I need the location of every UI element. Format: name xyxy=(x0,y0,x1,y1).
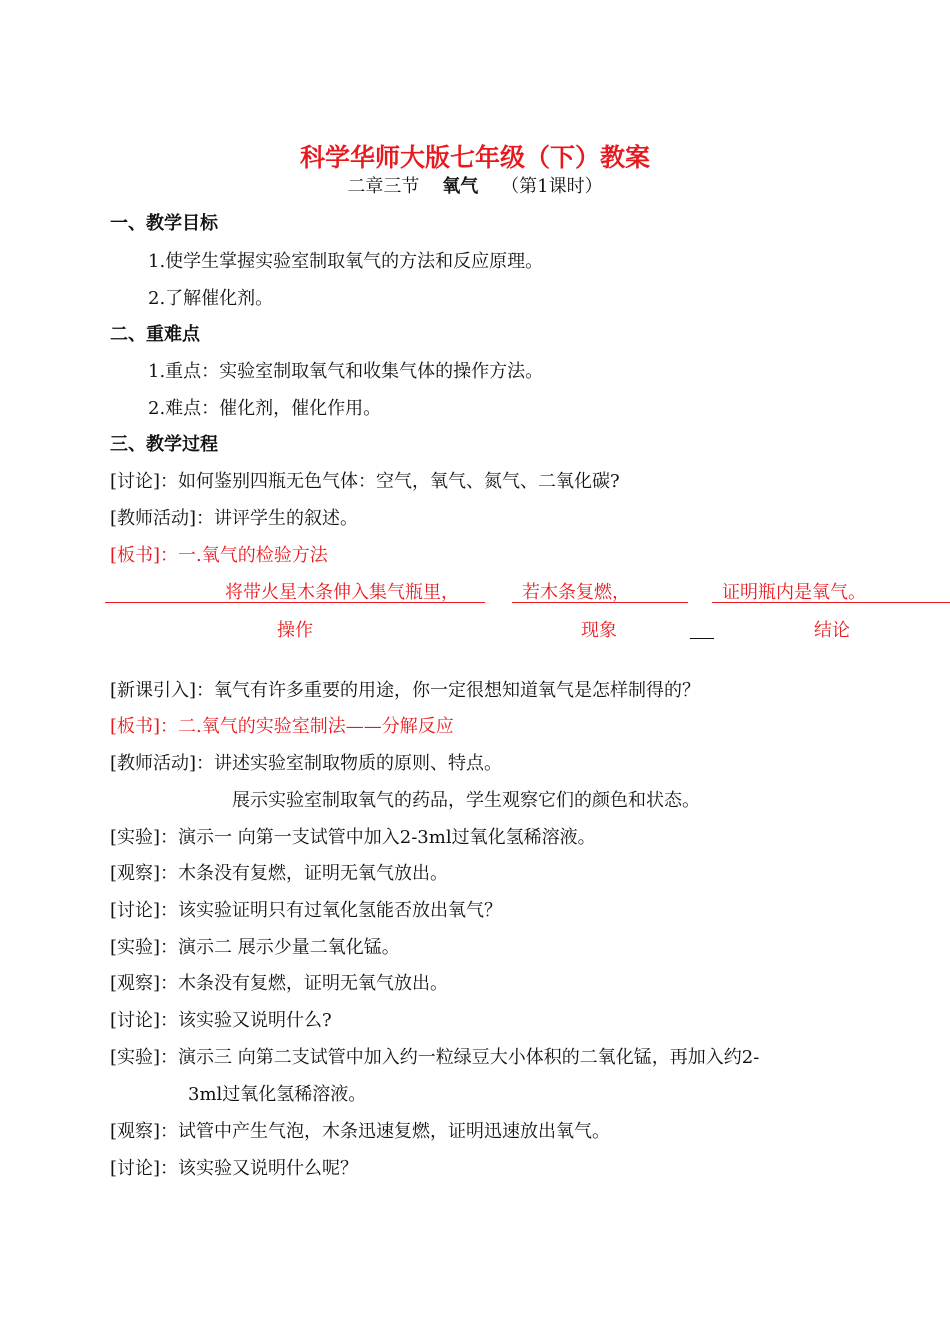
goals-heading: 一、教学目标 xyxy=(110,213,218,234)
teacher-activity-1: [教师活动]：讲评学生的叙述。 xyxy=(110,508,359,529)
lesson-subtitle xyxy=(0,172,950,198)
discussion-3: [讨论]：该实验又说明什么? xyxy=(110,1010,332,1031)
blank-underline-conclusion xyxy=(712,602,950,603)
process-heading: 三、教学过程 xyxy=(110,434,218,455)
blank-underline-operation xyxy=(105,602,485,603)
discussion-4: [讨论]：该实验又说明什么呢？ xyxy=(110,1158,359,1179)
experiment-2: [实验]：演示二 展示少量二氧化锰。 xyxy=(110,937,400,958)
experiment-3-cont: 3ml过氧化氢稀溶液。 xyxy=(188,1084,367,1105)
key-point-2: 2.难点：催化剂，催化作用。 xyxy=(148,398,382,419)
teacher-activity-2-cont: 展示实验室制取氧气的药品，学生观察它们的颜色和状态。 xyxy=(232,790,700,811)
observation-2: [观察]：木条没有复燃，证明无氧气放出。 xyxy=(110,973,449,994)
observation-3: [观察]：试管中产生气泡，木条迅速复燃，证明迅速放出氧气。 xyxy=(110,1121,611,1142)
label-conclusion: 结论 xyxy=(814,620,850,641)
experiment-1: [实验]：演示一 向第一支试管中加入2-3ml过氧化氢稀溶液。 xyxy=(110,827,596,848)
fill-conclusion: 证明瓶内是氧气。 xyxy=(722,582,866,603)
document-title: 科学华师大版七年级（下）教案 xyxy=(299,143,650,172)
label-operation: 操作 xyxy=(277,620,313,641)
short-underline xyxy=(690,638,714,639)
board-note-1: [板书]：一.氧气的检验方法 xyxy=(110,545,328,566)
discussion-2: [讨论]：该实验证明只有过氧化氢能否放出氧气？ xyxy=(110,900,503,921)
subtitle-topic: 氧气 xyxy=(442,176,479,197)
new-lesson-intro: [新课引入]：氧气有许多重要的用途，你一定很想知道氧气是怎样制得的？ xyxy=(110,680,701,701)
key-point-1: 1.重点：实验室制取氧气和收集气体的操作方法。 xyxy=(148,361,544,382)
goal-item-1: 1.使学生掌握实验室制取氧气的方法和反应原理。 xyxy=(148,251,544,272)
goal-item-2: 2.了解催化剂。 xyxy=(148,288,274,309)
blank-underline-phenomenon xyxy=(512,602,688,603)
key-points-heading: 二、重难点 xyxy=(110,324,200,345)
subtitle-period: （第1课时） xyxy=(501,176,603,197)
fill-phenomenon: 若木条复燃， xyxy=(522,582,630,603)
teacher-activity-2: [教师活动]：讲述实验室制取物质的原则、特点。 xyxy=(110,753,503,774)
fill-operation: 将带火星木条伸入集气瓶里， xyxy=(225,582,459,603)
experiment-3: [实验]：演示三 向第二支试管中加入约一粒绿豆大小体积的二氧化锰，再加入约2- xyxy=(110,1047,760,1068)
discussion-1: [讨论]：如何鉴别四瓶无色气体：空气，氧气、氮气、二氧化碳? xyxy=(110,471,620,492)
label-phenomenon: 现象 xyxy=(581,620,617,641)
observation-1: [观察]：木条没有复燃，证明无氧气放出。 xyxy=(110,863,449,884)
subtitle-chapter: 二章三节 xyxy=(347,176,420,197)
board-note-2: [板书]：二.氧气的实验室制法——分解反应 xyxy=(110,716,454,737)
